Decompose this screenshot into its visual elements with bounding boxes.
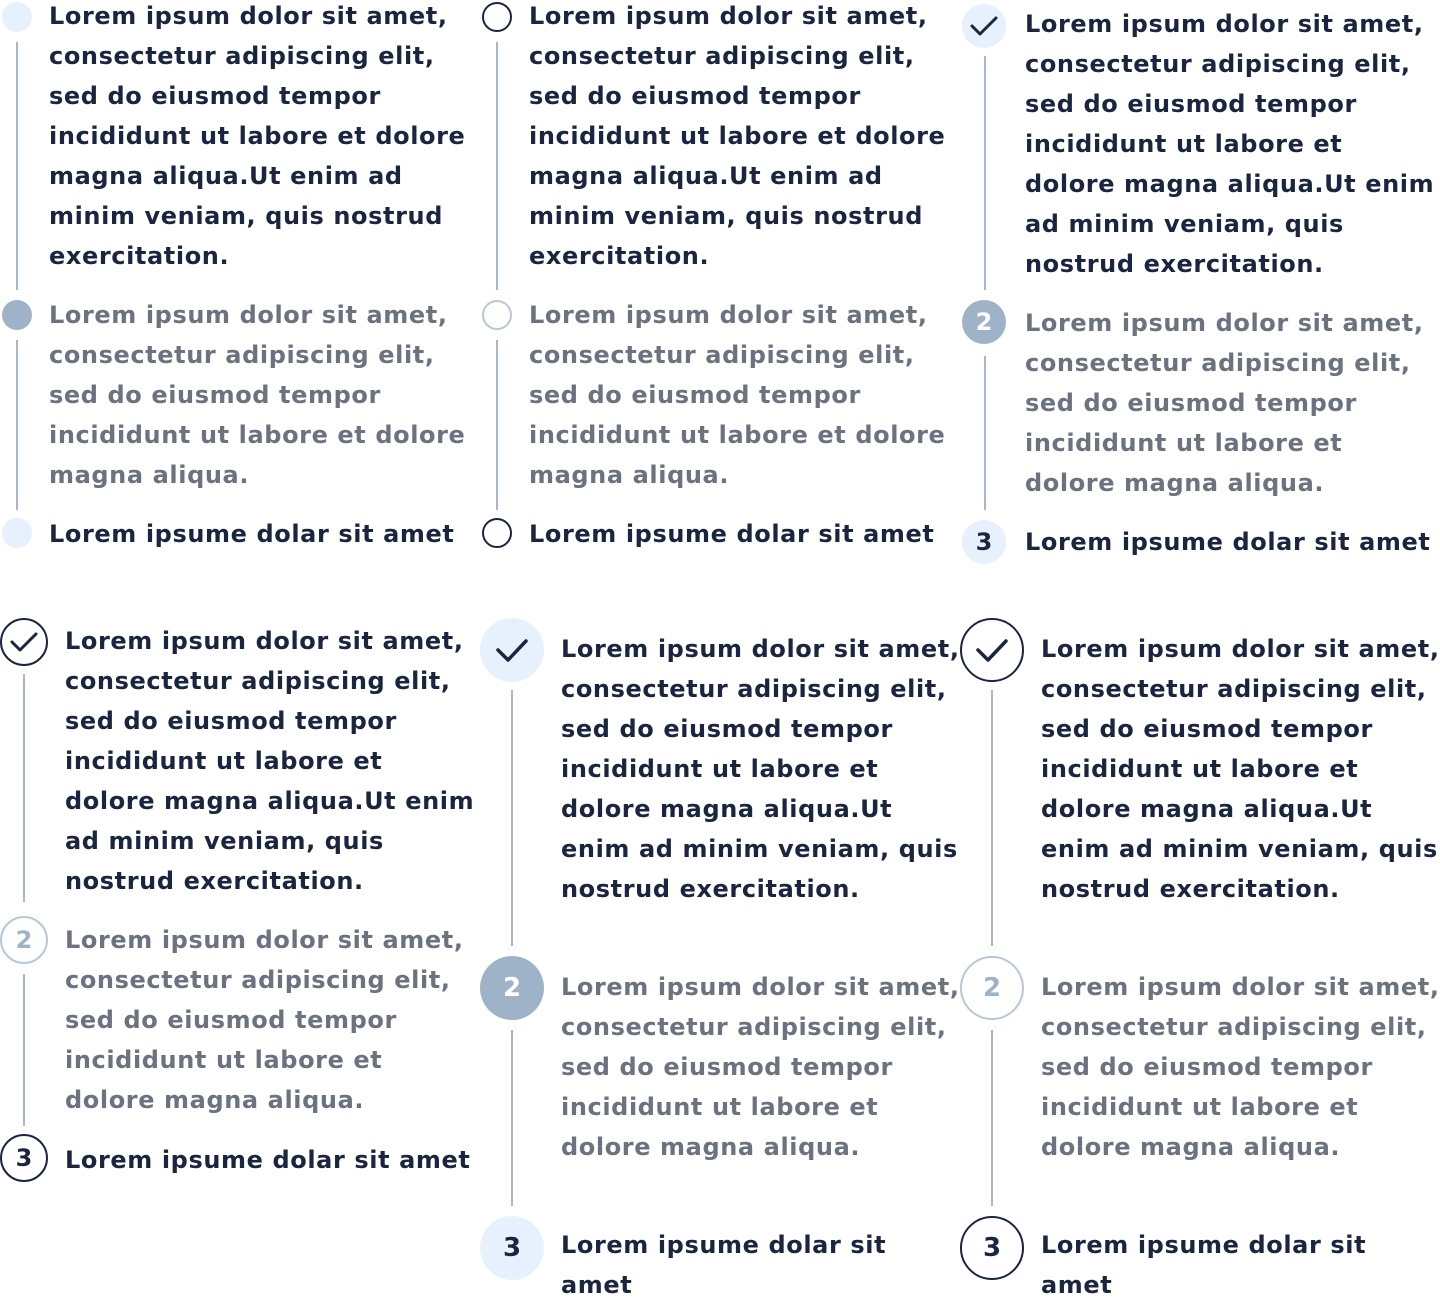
step-2[interactable] [480,300,960,520]
stepper-numbered-ring-large [960,618,1440,1314]
step-1[interactable] [960,0,1440,300]
step-3[interactable] [480,1216,960,1314]
step-marker-ring [482,2,512,32]
check-icon [970,15,998,37]
step-connector [984,56,986,290]
step-connector [16,42,18,290]
step-text: Lorem ipsume dolar sit amet [1025,528,1431,556]
step-3[interactable] [960,518,1440,600]
step-connector [991,690,993,946]
step-text: Lorem ipsum dolor sit amet, consectetur adipiscing elit, sed do eiusmod tempor incididunt ut labore et dolore magna aliqua. [65,926,464,1114]
stepper-dots-light [0,0,480,560]
step-text: Lorem ipsum dolor sit amet, consectetur adipiscing elit, sed do eiusmod tempor incididunt ut labore et dolore magna aliqua.Ut enim ad minim veniam, quis nostrud exercitation. [1025,10,1435,278]
step-1[interactable] [960,618,1440,956]
step-text: Lorem ipsum dolor sit amet, consectetur adipiscing elit, sed do eiusmod tempor incididunt ut labore et dolore magna aliqua.Ut enim ad minim veniam, quis nostrud exercitation. [65,627,475,895]
step-connector [23,974,25,1126]
step-text: Lorem ipsum dolor sit amet, consectetur adipiscing elit, sed do eiusmod tempor incididunt ut labore et dolore magna aliqua. [529,301,946,489]
step-marker-number: 3 [0,1134,48,1182]
step-connector [23,674,25,902]
step-3[interactable] [0,1134,480,1222]
step-connector [496,42,498,290]
step-3[interactable] [0,518,480,560]
step-text: Lorem ipsume dolar sit amet [529,520,935,548]
check-icon [10,631,38,653]
step-marker-check [960,618,1024,682]
step-2[interactable] [960,300,1440,520]
stepper-numbered-ring [0,612,480,1222]
step-marker-check [480,618,544,682]
step-connector [16,340,18,510]
step-marker-number: 2 [0,916,48,964]
step-text: Lorem ipsume dolar sit amet [65,1146,471,1174]
step-connector [511,690,513,946]
step-marker-number: 2 [480,956,544,1020]
check-icon [975,637,1009,663]
step-marker-dot [2,300,32,330]
step-1[interactable] [0,0,480,300]
stepper-rings [480,0,960,560]
stepper-numbered-light [960,0,1440,600]
step-connector [984,356,986,510]
stepper-numbered-light-large [480,618,960,1314]
check-icon [495,637,529,663]
step-connector [511,1030,513,1206]
step-text: Lorem ipsum dolor sit amet, consectetur adipiscing elit, sed do eiusmod tempor incididunt ut labore et dolore magna aliqua.Ut enim ad minim veniam, quis nostrud exercitation. [529,2,946,270]
step-marker-check [0,618,48,666]
step-text: Lorem ipsum dolor sit amet, consectetur adipiscing elit, sed do eiusmod tempor incididunt ut labore et dolore magna aliqua.Ut enim ad minim veniam, quis nostrud exercitation. [561,635,960,903]
step-marker-number: 3 [480,1216,544,1280]
step-text: Lorem ipsum dolor sit amet, consectetur adipiscing elit, sed do eiusmod tempor incididunt ut labore et dolore magna aliqua.Ut enim ad minim veniam, quis nostrud exercitation. [49,2,466,270]
step-text: Lorem ipsum dolor sit amet, consectetur adipiscing elit, sed do eiusmod tempor incididunt ut labore et dolore magna aliqua. [561,973,960,1161]
step-marker-ring [482,518,512,548]
step-3[interactable] [480,518,960,560]
step-text: Lorem ipsum dolor sit amet, consectetur adipiscing elit, sed do eiusmod tempor incididunt ut labore et dolore magna aliqua. [1041,973,1440,1161]
step-text: Lorem ipsum dolor sit amet, consectetur adipiscing elit, sed do eiusmod tempor incididunt ut labore et dolore magna aliqua. [1025,309,1424,497]
step-text: Lorem ipsum dolor sit amet, consectetur adipiscing elit, sed do eiusmod tempor incididunt ut labore et dolore magna aliqua.Ut enim ad minim veniam, quis nostrud exercitation. [1041,635,1440,903]
step-1[interactable] [480,0,960,300]
step-2[interactable] [960,956,1440,1216]
step-marker-ring [482,300,512,330]
step-marker-number: 3 [962,520,1006,564]
step-marker-number: 2 [960,956,1024,1020]
step-text: Lorem ipsume dolar sit amet [1041,1231,1367,1299]
step-3[interactable] [960,1216,1440,1314]
step-2[interactable] [0,300,480,520]
step-marker-dot [2,2,32,32]
step-text: Lorem ipsum dolor sit amet, consectetur adipiscing elit, sed do eiusmod tempor incididunt ut labore et dolore magna aliqua. [49,301,466,489]
step-text: Lorem ipsume dolar sit amet [49,520,455,548]
step-2[interactable] [480,956,960,1216]
step-1[interactable] [480,618,960,956]
step-2[interactable] [0,916,480,1134]
step-marker-number: 2 [962,300,1006,344]
step-1[interactable] [0,612,480,912]
step-marker-dot [2,518,32,548]
step-marker-check [962,4,1006,48]
step-marker-number: 3 [960,1216,1024,1280]
step-connector [496,340,498,510]
step-connector [991,1030,993,1206]
step-text: Lorem ipsume dolar sit amet [561,1231,887,1299]
